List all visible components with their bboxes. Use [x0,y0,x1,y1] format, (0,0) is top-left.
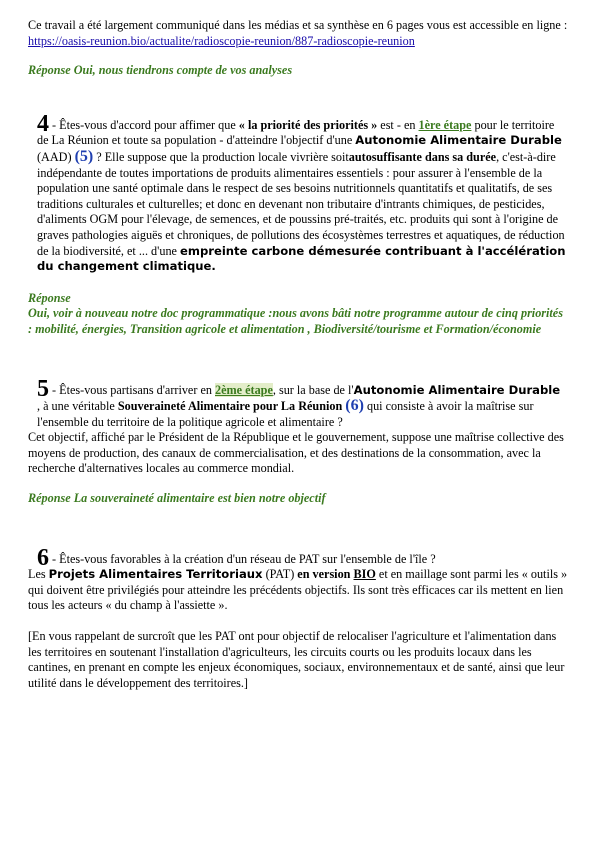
question-5-response: Réponse La souveraineté alimentaire est bien notre objectif [28,491,326,506]
question-4-bold: « la priorité des priorités » [238,117,378,132]
question-5-text: , à une véritable [37,399,118,414]
reference-5: (5) [74,147,94,165]
question-6 [28,544,568,571]
step-2-label: 2ème étape [215,382,273,397]
question-4-text: , c'est-à-dire indépendante de toutes importations de produits alimentaires essentiels : pour assurer à l'ensemble de la population une santé optimale dans le respect de ses besoins nutritionnels quantitatifs et qualitatifs, de ses traditions culturales et culturelles; et donc en devenant non tributaire d'intrants chimiques, de pesticides, d'aliments OGM pour l'élevage, de semences, et de poussins pré-traités, etc. produits qui sont à l'origine de graves pathologies aiguës et chroniques, de pollutions des écosystèmes terrestres et aquatiques, de réduction de la biodiversité, et ... d'une [37,149,565,258]
version-term: en version [297,567,354,582]
question-5-number: 5 [37,375,49,402]
sovereignty-term: Souveraineté Alimentaire pour La Réunion [117,399,343,414]
question-6-text: - Êtes-vous favorables à la création d'un réseau de PAT sur l'ensemble de l'île ? [49,551,436,566]
question-5-text: - Êtes-vous partisans d'arriver en [49,382,215,397]
aad-term: Autonomie Alimentaire Durable [355,133,562,148]
question-4-response [28,291,568,338]
question-6-text: Les [28,567,49,582]
reference-6: (6) [345,397,364,415]
question-4-text: pour le territoire de La Réunion et toute sa population - d'atteindre l'objectif d'une [37,117,555,148]
carbon-footprint-term: empreinte carbone démesurée contribuant à l'accélération du changement climatique. [37,243,566,274]
question-5 [28,375,568,431]
question-5-paragraph-2: Cet objectif, affiché par le Président de la République et le gouvernement, suppose une maîtrise collective des moyens de production, des canaux de commercialisation, et des destinations de la consommation, avec la recherche d'alternatives locales au commerce mondial. [28,430,564,476]
bio-term: BIO [353,567,376,582]
question-4-text: ? Elle suppose que la production locale vivrière soit [93,149,349,164]
radioscopie-link[interactable]: https://oasis-reunion.bio/actualite/radioscopie-reunion/887-radioscopie-reunion [28,33,415,48]
question-4 [28,110,568,275]
document-page [28,18,568,691]
question-4-text: - Êtes-vous d'accord pour affimer que [49,117,239,132]
question-5-text: qui consiste à avoir la maîtrise sur l'ensemble du territoire de la politique agricole et alimentaire ? [37,399,534,429]
intro-response: Réponse Oui, nous tiendrons compte de vos analyses [28,63,293,78]
question-4-number: 4 [37,110,49,137]
pat-term: Projets Alimentaires Territoriaux [48,567,263,582]
question-6-paragraph [28,567,568,614]
question-6-text: (PAT) [262,567,298,582]
question-6-text: et en maillage sont parmi les « outils » qui doivent être privilégiés pour atteindre les précédents objectifs. Ils sont très efficaces car ils mettent en lien tous les acteurs « du champ à l'assiette ». [28,567,568,613]
intro-paragraph [28,18,568,49]
question-4-text: est - en [377,117,419,132]
question-5-text: , sur la base de l' [272,382,354,397]
question-6-number: 6 [37,544,49,571]
pat-note: [En vous rappelant de surcroît que les PAT ont pour objectif de relocaliser l'agriculture et l'alimentation dans les territoires en soutenant l'installation d'agriculteurs, les circuits courts ou les produits locaux dans les cantines, en prenant en compte les enjeux économiques, sociaux, environnementaux et de santé, ainsi que leur utilité dans le développement des territoires.] [28,629,565,690]
response-text: Oui, voir à nouveau notre doc programmatique :nous avons bâti notre programme autour de cinq priorités : mobilité, énergies, Transition agricole et alimentation , Biodiversité/tourisme et Formation/économie [28,306,563,336]
question-4-text: (AAD) [37,149,75,164]
response-title: Réponse [28,290,71,305]
step-1-label: 1ère étape [418,117,472,132]
aad-term: Autonomie Alimentaire Durable [353,382,561,397]
question-4-bold: autosuffisante dans sa durée [348,149,497,164]
intro-text: Ce travail a été largement communiqué dans les médias et sa synthèse en 6 pages vous est accessible en ligne : [28,18,568,32]
